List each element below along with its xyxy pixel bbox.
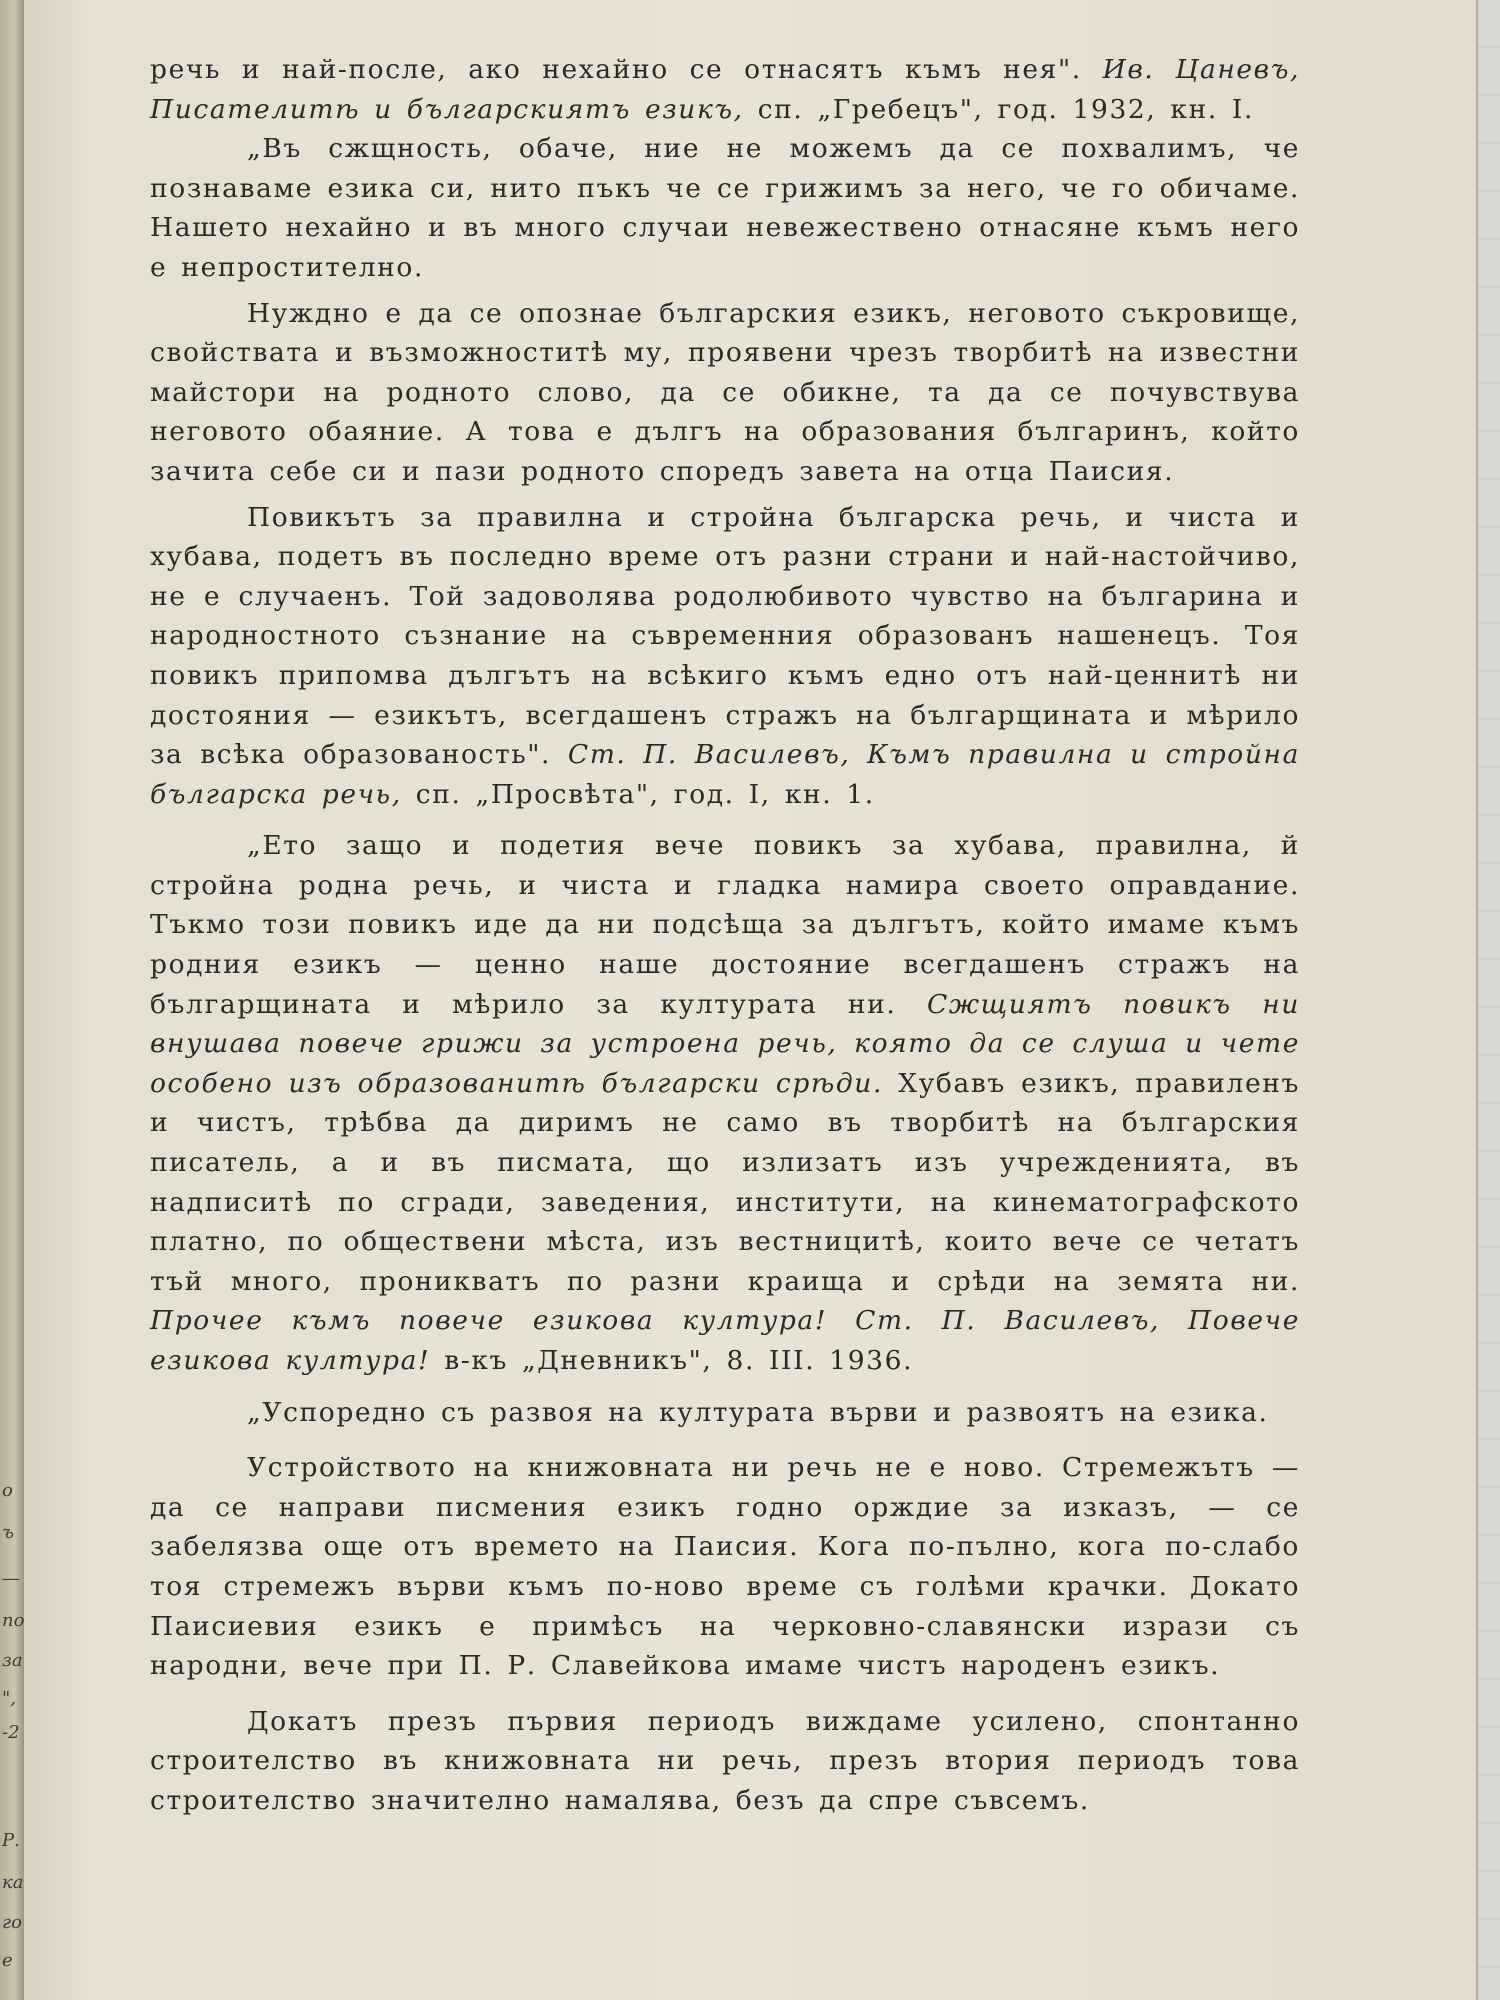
text-run: Повикътъ за правилна и стройна българска речь, и чиста и хубава, подетъ въ последно време отъ разни страни и най-настойчиво, не е случаенъ. Той задоволява родолюбивото чувство на българина и народностното съзнание на съвременния образованъ нашенецъ. Тоя повикъ припомва дългътъ на всѣкиго къмъ едно отъ най-ценнитѣ ни достояния — езикътъ, всегдашенъ стражъ на българщината и мѣрило за всѣка образованость". bbox=[150, 501, 1300, 771]
margin-fragment: ъ bbox=[2, 1522, 14, 1543]
citation-italic: Ив. Цаневъ, Писателитѣ и българскиятъ езикъ, bbox=[150, 54, 1300, 125]
paragraph-periods: Докатъ презъ първия периодъ виждаме усилено, спонтанно строителство въ книжовната ни речь, презъ втория периодъ това строителство значително намалява, безъ да спре съвсемъ. bbox=[150, 1705, 1300, 1816]
margin-fragment: ка bbox=[2, 1872, 24, 1893]
margin-fragment: -2 bbox=[2, 1722, 20, 1743]
margin-fragment: за bbox=[2, 1650, 23, 1671]
margin-fragment: го bbox=[2, 1912, 22, 1933]
book-page bbox=[150, 50, 1300, 1970]
citation-italic: Прочее къмъ повече езикова култура! Ст. П. Василевъ, Повече езикова култура! bbox=[150, 1305, 1300, 1376]
paragraph-know-language: Нуждно е да се опознае българския езикъ, неговото съкровище, свойствата и възможноститѣ му, проявени чрезъ творбитѣ на известни майстори на родното слово, да се обикне, та да се почувствува неговото обаяние. А това е дългъ на образования българинъ, който зачита себе си и пази родното споредъ завета на отца Паисия. bbox=[150, 297, 1300, 487]
text-run: сп. „Просвѣта", год. I, кн. 1. bbox=[401, 778, 875, 810]
margin-fragment: е bbox=[2, 1950, 13, 1971]
paragraph-parallel-development: „Успоредно съ развоя на културата върви и развоятъ на езика. bbox=[247, 1396, 1269, 1428]
emphasis-italic: Сжщиятъ повикъ ни внушава повече грижи за устроена речь, която да се слуша и чете особено изъ образованитѣ български срѣди. bbox=[150, 988, 1300, 1099]
text-run: в-къ „Дневникъ", 8. III. 1936. bbox=[430, 1345, 914, 1376]
margin-fragment: Р. bbox=[2, 1830, 20, 1851]
adjacent-page-fragments bbox=[0, 0, 30, 2000]
text-run: сп. „Гребецъ", год. 1932, кн. I. bbox=[743, 93, 1254, 125]
paragraph-literary-language: Устройството на книжовната ни речь не е ново. Стремежътъ — да се направи писмения езикъ годно орждие за изказъ, — се забелязва още отъ времето на Паисия. Кога по-пълно, кога по-слабо тоя стремежъ върви къмъ по-ново време съ голѣми крачки. Докато Паисиевия езикъ е примѣсъ на черковно-славянски изрази съ народни, вече при П. Р. Славейкова имаме чистъ народенъ езикъ. bbox=[150, 1452, 1300, 1682]
citation-italic: Ст. П. Василевъ, Къмъ правилна и стройна българска речь, bbox=[150, 739, 1300, 810]
paragraph-call-for-speech bbox=[150, 498, 1300, 815]
paragraph-citation-tsanev bbox=[150, 50, 1300, 129]
margin-fragment: — bbox=[2, 1568, 20, 1589]
paragraph-justification bbox=[150, 826, 1300, 1380]
margin-fragment: по bbox=[2, 1610, 25, 1631]
margin-fragment: о bbox=[2, 1480, 13, 1501]
margin-fragment: ", bbox=[2, 1688, 17, 1709]
background-notebook-edge bbox=[1476, 0, 1500, 2000]
text-run: Хубавъ езикъ, правиленъ и чистъ, трѣбва да диримъ не само въ творбитѣ на българския писатель, а и въ писмата, що излизатъ изъ учрежденията, въ надписитѣ по сгради, заведения, институти, на кинематографското платно, по обществени мѣста, изъ вестницитѣ, които вече се четатъ тъй много, проникватъ по разни краища и срѣди на земята ни. bbox=[150, 1067, 1301, 1297]
paragraph-quote-language-care: „Въ сжщность, обаче, ние не можемъ да се похвалимъ, че познаваме езика си, нито пъкъ че се грижимъ за него, че го обичаме. Нашето нехайно и въ много случаи невежествено отнасяне къмъ него е непростително. bbox=[150, 133, 1300, 283]
text-run: речь и най-после, ако нехайно се отнасятъ къмъ нея". bbox=[150, 54, 1103, 85]
text-run: „Ето защо и подетия вече повикъ за хубава, правилна, й стройна родна речь, и чиста и гладка намира своето оправдание. Тъкмо този повикъ иде да ни подсѣща за дългътъ, който имаме къмъ родния езикъ — ценно наше достояние всегдашенъ стражъ на българщината и мѣрило за културата ни. bbox=[150, 830, 1300, 1020]
